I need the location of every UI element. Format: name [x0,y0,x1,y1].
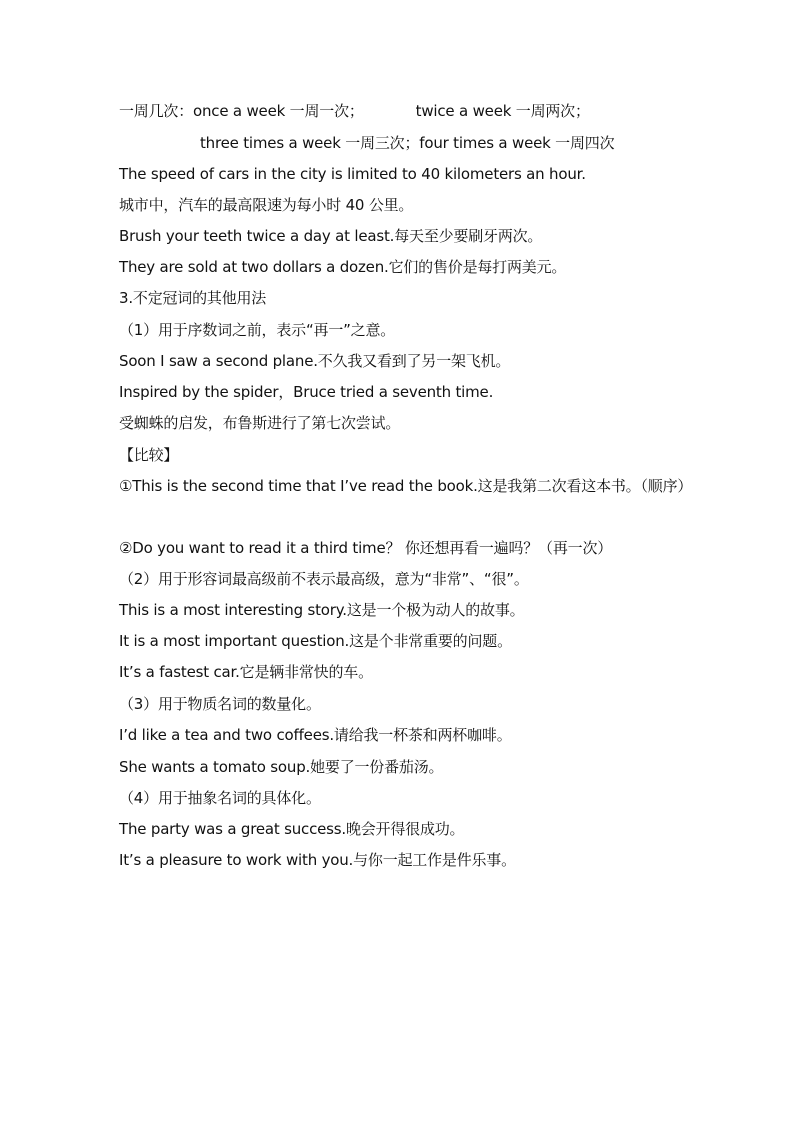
text-line: It’s a pleasure to work with you.与你一起工作是件乐事。 [119,851,516,869]
text-line: （1）用于序数词之前，表示“再一”之意。 [119,321,396,339]
text-line [119,101,590,121]
text-line: It is a most important question.这是个非常重要的问题。 [119,632,512,650]
text-paragraph: ①This is the second time that I’ve read the book.这是我第二次看这本书。（顺序） [119,477,693,495]
section-heading: 3.不定冠词的其他用法 [119,289,267,307]
text-line: The party was a great success.晚会开得很成功。 [119,820,465,838]
text-line: She wants a tomato soup.她要了一份番茄汤。 [119,758,444,776]
text-line: The speed of cars in the city is limited to 40 kilometers an hour. [119,165,586,183]
text-line: 受蜘蛛的启发，布鲁斯进行了第七次尝试。 [119,414,401,432]
text-line: ②Do you want to read it a third time？ 你还想再看一遍吗？（再一次） [119,539,613,557]
text-line: three times a week 一周三次；four times a week 一周四次 [200,134,615,152]
text-line: Soon I saw a second plane.不久我又看到了另一架飞机。 [119,352,511,370]
compare-heading: 【比较】 [119,446,179,464]
text-segment: 一周几次：once a week 一周一次； [119,102,364,120]
text-line: This is a most interesting story.这是一个极为动人的故事。 [119,601,525,619]
text-line: 城市中，汽车的最高限速为每小时 40 公里。 [119,196,414,214]
text-line: They are sold at two dollars a dozen.它们的售价是每打两美元。 [119,258,567,276]
text-line: Inspired by the spider，Bruce tried a seventh time. [119,383,494,401]
text-line: Brush your teeth twice a day at least.每天至少要刷牙两次。 [119,227,543,245]
text-segment: twice a week 一周两次； [415,102,590,120]
text-line: （3）用于物质名词的数量化。 [119,695,321,713]
text-line: I’d like a tea and two coffees.请给我一杯茶和两杯咖啡。 [119,726,512,744]
text-line: （4）用于抽象名词的具体化。 [119,789,321,807]
text-line: It’s a fastest car.它是辆非常快的车。 [119,663,373,681]
text-line: （2）用于形容词最高级前不表示最高级，意为“非常”、“很”。 [119,570,529,588]
